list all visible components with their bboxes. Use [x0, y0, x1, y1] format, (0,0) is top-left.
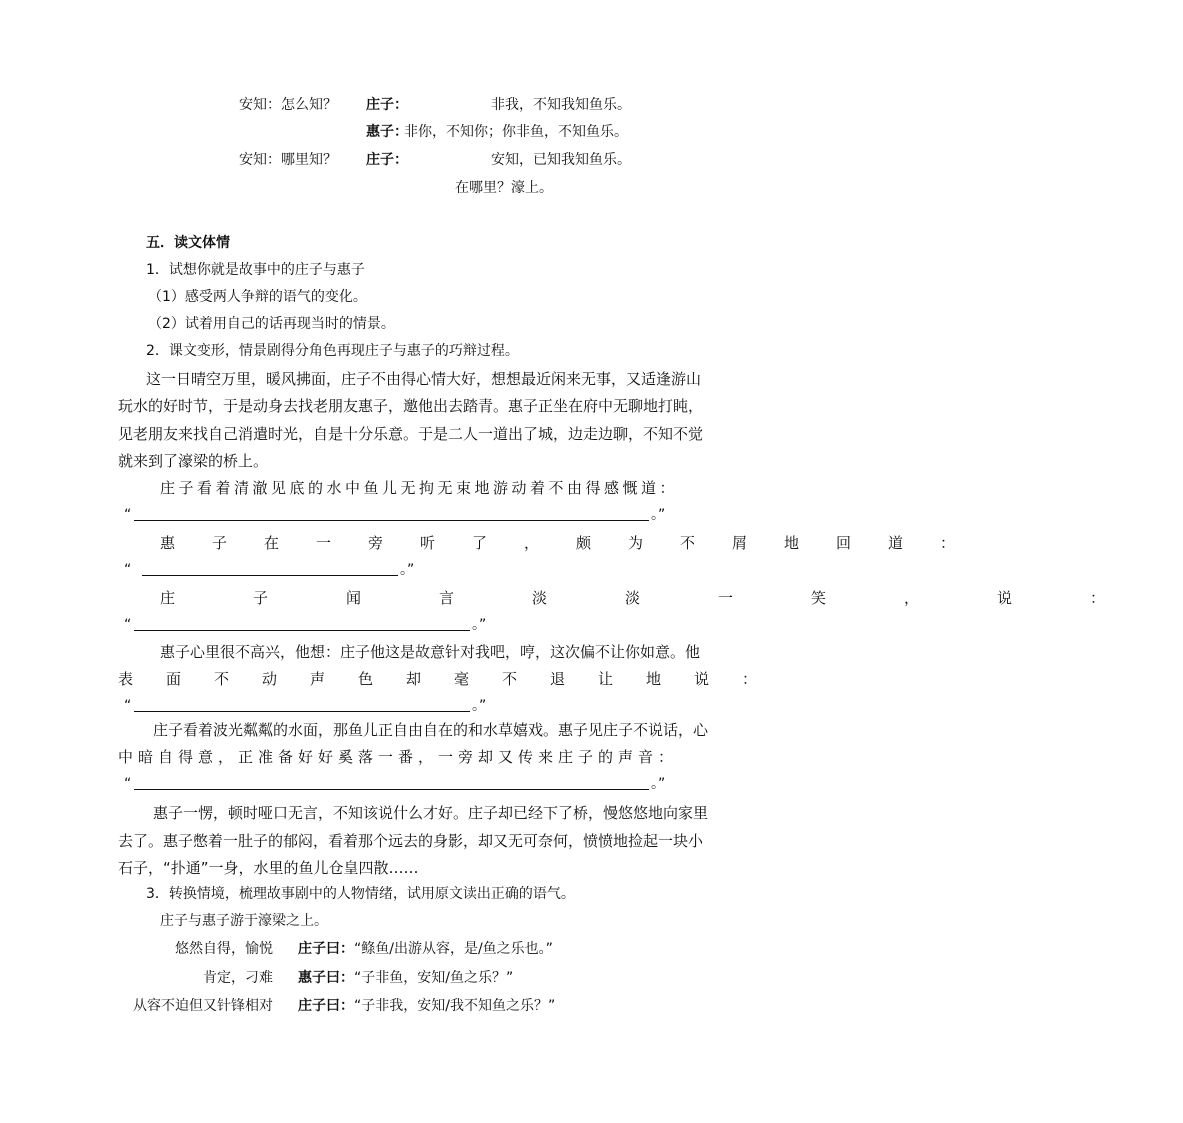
answer-blank	[134, 711, 470, 712]
story-p3-line1: 惠子在一旁听了，颇为不屑地回道：	[160, 534, 993, 552]
item3-row3-speaker: 庄子曰：	[298, 998, 354, 1014]
row1-text: 非我，不知我知鱼乐。	[491, 97, 631, 113]
item3-row2-text: “子非鱼，安知/鱼之乐？”	[354, 970, 514, 986]
story-p5-line2: 表面不动声色却毫不退让地说：	[118, 670, 791, 688]
row3-text: 安知，已知我知鱼乐。	[491, 152, 631, 168]
answer-blank	[134, 630, 470, 631]
item3-title: 3．转换情境，梳理故事剧中的人物情绪，试用原文读出正确的语气。	[146, 886, 575, 902]
story-p7-line1: 惠子一愣，顿时哑口无言，不知该说什么才好。庄子却已经下了桥，慢悠悠地向家里	[153, 804, 709, 822]
story-p1-line2: 玩水的好时节，于是动身去找老朋友惠子，邀他出去踏青。惠子正坐在府中无聊地打盹，	[118, 397, 704, 415]
story-p7-line3: 石子，“扑通”一身，水里的鱼儿仓皇四散……	[118, 859, 419, 877]
open-quote: “	[124, 562, 132, 578]
item3-row3-text: “子非我，安知/我不知鱼之乐？”	[354, 998, 556, 1014]
row2-text: 非你，不知你；你非鱼，不知鱼乐。	[404, 124, 628, 140]
item3-intro: 庄子与惠子游于濠梁之上。	[160, 913, 328, 929]
open-quote: “	[124, 776, 132, 792]
story-p7-line2: 去了。惠子憋着一肚子的郁闷，看着那个远去的身影，却又无可奈何，愤愤地捡起一块小	[118, 832, 704, 850]
answer-blank	[134, 789, 649, 790]
story-p6-line1: 庄子看着波光粼粼的水面，那鱼儿正自由自在的和水草嬉戏。惠子见庄子不说话，心	[153, 721, 709, 739]
row3-speaker: 庄子：	[366, 152, 408, 168]
story-p1-line3: 见老朋友来找自己消遣时光，自是十分乐意。于是二人一道出了城，边走边聊，不知不觉	[118, 425, 704, 443]
story-p6-line2: 中暗自得意，正准备好好奚落一番，一旁却又传来庄子的声音：	[118, 748, 679, 766]
close-quote: 。”	[400, 562, 415, 578]
item2: 2．课文变形，情景剧得分角色再现庄子与惠子的巧辩过程。	[146, 343, 519, 359]
story-p2-line1: 庄子看着清澈见底的水中鱼儿无拘无束地游动着不由得感慨道：	[160, 479, 679, 497]
story-p4-line1: 庄子闻言淡淡一笑，说：	[160, 589, 1183, 607]
row1-left: 安知：怎么知？	[239, 97, 337, 113]
item3-row1-speaker: 庄子曰：	[298, 941, 354, 957]
story-p5-line1: 惠子心里很不高兴，他想：庄子他这是故意针对我吧，哼，这次偏不让你如意。他	[160, 643, 701, 661]
row2-speaker: 惠子：	[366, 124, 408, 140]
item3-row2-speaker: 惠子曰：	[298, 970, 354, 986]
answer-blank	[134, 520, 649, 521]
item3-row1-mood: 悠然自得，愉悦	[175, 941, 273, 957]
close-quote: 。”	[651, 776, 666, 792]
item1: 1．试想你就是故事中的庄子与惠子	[146, 262, 365, 278]
story-p1-line4: 就来到了濠梁的桥上。	[118, 452, 269, 470]
answer-blank	[142, 575, 398, 576]
item1-sub1: （1）感受两人争辩的语气的变化。	[148, 289, 367, 305]
open-quote: “	[124, 507, 132, 523]
row4-text: 在哪里？濠上。	[455, 180, 553, 196]
item3-row3-mood: 从容不迫但又针锋相对	[133, 998, 273, 1014]
close-quote: 。”	[472, 617, 487, 633]
item1-sub2: （2）试着用自己的话再现当时的情景。	[148, 316, 395, 332]
story-p1-line1: 这一日晴空万里，暖风拂面，庄子不由得心情大好，想想最近闲来无事，又适逢游山	[146, 370, 702, 388]
row3-left: 安知：哪里知？	[239, 152, 337, 168]
open-quote: “	[124, 698, 132, 714]
open-quote: “	[124, 617, 132, 633]
item3-row2-mood: 肯定，刁难	[203, 970, 273, 986]
close-quote: 。”	[472, 698, 487, 714]
item3-row1-text: “鲦鱼/出游从容，是/鱼之乐也。”	[354, 941, 553, 957]
close-quote: 。”	[651, 507, 666, 523]
section-heading: 五．读文体情	[146, 235, 230, 251]
row1-speaker: 庄子：	[366, 97, 408, 113]
